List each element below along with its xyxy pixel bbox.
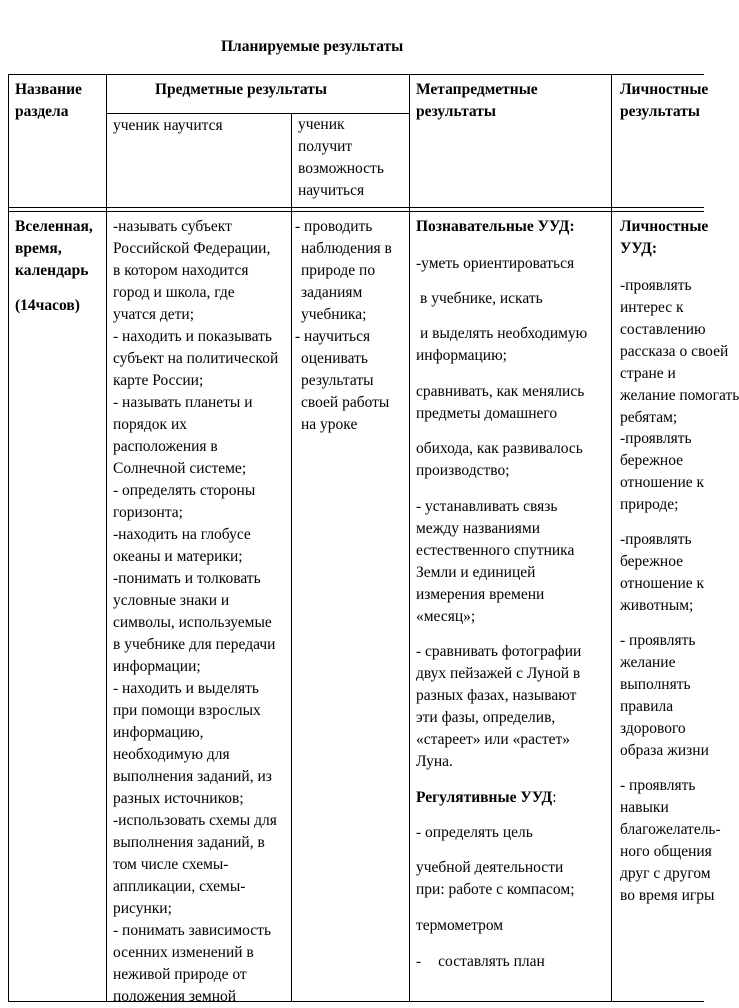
meta-c7-line: эти фазы, определив, bbox=[416, 709, 556, 726]
learns-line: город и школа, где bbox=[113, 284, 235, 301]
meta-c5-line: производство; bbox=[416, 462, 510, 479]
personal-p2-line: -проявлять bbox=[620, 430, 692, 447]
learns-line: том числе схемы- bbox=[113, 856, 229, 873]
learns-line: - находить и показывать bbox=[113, 328, 272, 345]
learns-line: субъект на политической bbox=[113, 350, 279, 367]
border-col4 bbox=[611, 74, 612, 1002]
header-subject-results: Предметные результаты bbox=[155, 81, 327, 98]
meta-c6-line: «месяц»; bbox=[416, 608, 476, 625]
personal-p4-line: здорового bbox=[620, 720, 686, 737]
regulative-heading-text: Регулятивные УУД bbox=[416, 789, 553, 806]
learns-line: разных источников; bbox=[113, 790, 244, 807]
personal-p4-line: - проявлять bbox=[620, 632, 696, 649]
meta-c3-line: и выделять необходимую bbox=[420, 325, 588, 342]
personal-p2-line: природе; bbox=[620, 496, 679, 513]
meta-r4 bbox=[416, 951, 545, 973]
personal-p3-line: бережное bbox=[620, 553, 684, 570]
meta-c7-line: Луна. bbox=[416, 753, 453, 770]
meta-c3 bbox=[416, 323, 587, 367]
learns-line: порядок их bbox=[113, 416, 188, 433]
section-hours: (14часов) bbox=[15, 297, 80, 314]
learns-line: -находить на глобусе bbox=[113, 526, 251, 543]
can-learn-list bbox=[295, 216, 392, 436]
header-personal-results bbox=[620, 79, 708, 123]
personal-p3-line: -проявлять bbox=[620, 531, 692, 548]
learns-line: - определять стороны bbox=[113, 482, 256, 499]
personal-heading-line: УУД: bbox=[620, 240, 658, 257]
learns-line: - понимать зависимость bbox=[113, 922, 272, 939]
meta-c7-line: двух пейзажей с Луной в bbox=[416, 665, 581, 682]
personal-p3 bbox=[620, 529, 704, 617]
can-learn-line: наблюдения в bbox=[301, 240, 392, 257]
meta-c6-line: естественного спутника bbox=[416, 542, 575, 559]
personal-heading-line: Личностные bbox=[620, 218, 709, 235]
header-meta-line: результаты bbox=[416, 103, 496, 120]
can-learn-line: - научиться bbox=[295, 328, 371, 345]
border-col3 bbox=[409, 74, 410, 1002]
learns-line: горизонта; bbox=[113, 504, 183, 521]
personal-p1 bbox=[620, 275, 739, 429]
learns-line: условные знаки и bbox=[113, 592, 230, 609]
learns-line: неживой природе от bbox=[113, 966, 247, 983]
personal-p1-line: составлению bbox=[620, 321, 706, 338]
learns-line: выполнения заданий, из bbox=[113, 768, 272, 785]
learns-line: -называть субъект bbox=[113, 218, 232, 235]
personal-p5-line: во время игры bbox=[620, 887, 715, 904]
header-section-line: раздела bbox=[15, 103, 69, 120]
can-learn-line: учебника; bbox=[301, 306, 367, 323]
border-header-bottom bbox=[8, 207, 704, 208]
section-name-line: Вселенная, bbox=[15, 218, 93, 235]
personal-p4-line: образа жизни bbox=[620, 742, 709, 759]
personal-heading bbox=[620, 216, 708, 260]
learns-line: в котором находится bbox=[113, 262, 249, 279]
meta-c6-line: между названиями bbox=[416, 520, 541, 537]
personal-p5 bbox=[620, 775, 721, 907]
learns-line: информацию, bbox=[113, 724, 204, 741]
personal-p2-line: бережное bbox=[620, 452, 684, 469]
border-header-bottom-2 bbox=[8, 211, 704, 212]
can-learn-line: природе по bbox=[301, 262, 376, 279]
meta-c4-line: предметы домашнего bbox=[416, 405, 558, 422]
header-meta-line: Метапредметные bbox=[416, 81, 538, 98]
meta-c4 bbox=[416, 381, 584, 425]
header-meta-results bbox=[416, 79, 538, 123]
meta-cognitive-heading: Познавательные УУД: bbox=[416, 218, 575, 235]
learns-line: - называть планеты и bbox=[113, 394, 253, 411]
meta-r2-line: при: работе с компасом; bbox=[416, 881, 575, 898]
header-section-line: Название bbox=[15, 81, 82, 98]
personal-p5-line: навыки bbox=[620, 799, 669, 816]
personal-p4-line: выполнять bbox=[620, 676, 691, 693]
personal-p1-line: стране и bbox=[620, 365, 676, 382]
learns-line: океаны и материки; bbox=[113, 548, 243, 565]
personal-p4-line: правила bbox=[620, 698, 674, 715]
border-top bbox=[8, 74, 704, 75]
header-can-learn-line: возможность bbox=[298, 160, 384, 177]
learns-line: символы, используемые bbox=[113, 614, 272, 631]
learns-line: в учебнике для передачи bbox=[113, 636, 276, 653]
personal-p2 bbox=[620, 428, 704, 516]
meta-c6 bbox=[416, 496, 574, 628]
personal-p5-line: благожелатель- bbox=[620, 821, 721, 838]
learns-line: рисунки; bbox=[113, 900, 172, 917]
personal-p1-line: интерес к bbox=[620, 299, 684, 316]
learns-line: аппликации, схемы- bbox=[113, 878, 246, 895]
section-name-line: календарь bbox=[15, 262, 89, 279]
personal-p5-line: ного общения bbox=[620, 843, 712, 860]
personal-p3-line: животным; bbox=[620, 597, 694, 614]
meta-r3: термометром bbox=[416, 917, 504, 934]
meta-regulative-heading bbox=[416, 787, 557, 809]
can-learn-line: - проводить bbox=[295, 218, 373, 235]
header-student-learns: ученик научится bbox=[113, 117, 223, 134]
meta-r4-dash: - bbox=[416, 953, 422, 970]
learns-line: необходимую для bbox=[113, 746, 230, 763]
personal-p1-line: желание помогать bbox=[620, 387, 739, 404]
meta-r4-text: составлять план bbox=[438, 953, 545, 970]
border-col2 bbox=[291, 113, 292, 1002]
border-left bbox=[8, 74, 9, 1002]
meta-r1: - определять цель bbox=[416, 824, 533, 841]
meta-c7-line: разных фазах, называют bbox=[416, 687, 577, 704]
learns-line: положения земной bbox=[113, 988, 237, 1005]
section-name bbox=[15, 216, 93, 282]
can-learn-line: результаты bbox=[301, 372, 374, 389]
personal-p5-line: - проявлять bbox=[620, 777, 696, 794]
learns-line: -понимать и толковать bbox=[113, 570, 261, 587]
personal-p1-line: ребятам; bbox=[620, 409, 678, 426]
meta-c7 bbox=[416, 641, 581, 773]
learns-list bbox=[113, 216, 278, 1008]
meta-c7-line: «стареет» или «растет» bbox=[416, 731, 571, 748]
header-can-learn-line: научиться bbox=[298, 182, 365, 199]
header-personal-line: Личностные bbox=[620, 81, 709, 98]
meta-c7-line: - сравнивать фотографии bbox=[416, 643, 582, 660]
meta-c1: -уметь ориентироваться bbox=[416, 255, 575, 272]
learns-line: -использовать схемы для bbox=[113, 812, 277, 829]
personal-p4 bbox=[620, 630, 709, 762]
personal-p4-line: желание bbox=[620, 654, 676, 671]
personal-p5-line: друг с другом bbox=[620, 865, 711, 882]
border-col1 bbox=[106, 74, 107, 1002]
meta-c6-line: - устанавливать связь bbox=[416, 498, 558, 515]
meta-r2-line: учебной деятельности bbox=[416, 859, 564, 876]
can-learn-line: своей работы bbox=[301, 394, 390, 411]
meta-c6-line: Земли и единицей bbox=[416, 564, 536, 581]
personal-p2-line: отношение к bbox=[620, 474, 705, 491]
learns-line: Российской Федерации, bbox=[113, 240, 271, 257]
section-name-line: время, bbox=[15, 240, 62, 257]
learns-line: при помощи взрослых bbox=[113, 702, 261, 719]
learns-line: расположения в bbox=[113, 438, 218, 455]
can-learn-line: оценивать bbox=[301, 350, 368, 367]
can-learn-line: на уроке bbox=[301, 416, 358, 433]
header-section-name bbox=[15, 79, 82, 123]
header-student-can-learn bbox=[298, 114, 384, 202]
meta-r2 bbox=[416, 857, 575, 901]
personal-p1-line: рассказа о своей bbox=[620, 343, 729, 360]
meta-c3-line: информацию; bbox=[416, 347, 507, 364]
personal-p1-line: -проявлять bbox=[620, 277, 692, 294]
meta-c5-line: обихода, как развивалось bbox=[416, 440, 583, 457]
header-can-learn-line: получит bbox=[298, 138, 353, 155]
meta-c5 bbox=[416, 438, 583, 482]
page-title: Планируемые результаты bbox=[221, 38, 404, 55]
learns-line: Солнечной системе; bbox=[113, 460, 247, 477]
header-can-learn-line: ученик bbox=[298, 116, 345, 133]
personal-p3-line: отношение к bbox=[620, 575, 705, 592]
can-learn-line: заданиям bbox=[301, 284, 363, 301]
learns-line: выполнения заданий, в bbox=[113, 834, 265, 851]
regulative-heading-colon: : bbox=[552, 789, 557, 806]
learns-line: карте России; bbox=[113, 372, 204, 389]
learns-line: - находить и выделять bbox=[113, 680, 259, 697]
meta-c6-line: измерения времени bbox=[416, 586, 545, 603]
meta-c4-line: сравнивать, как менялись bbox=[416, 383, 585, 400]
header-personal-line: результаты bbox=[620, 103, 700, 120]
meta-c2: в учебнике, искать bbox=[420, 290, 543, 307]
learns-line: информации; bbox=[113, 658, 201, 675]
learns-line: осенних изменений в bbox=[113, 944, 254, 961]
learns-line: учатся дети; bbox=[113, 306, 195, 323]
